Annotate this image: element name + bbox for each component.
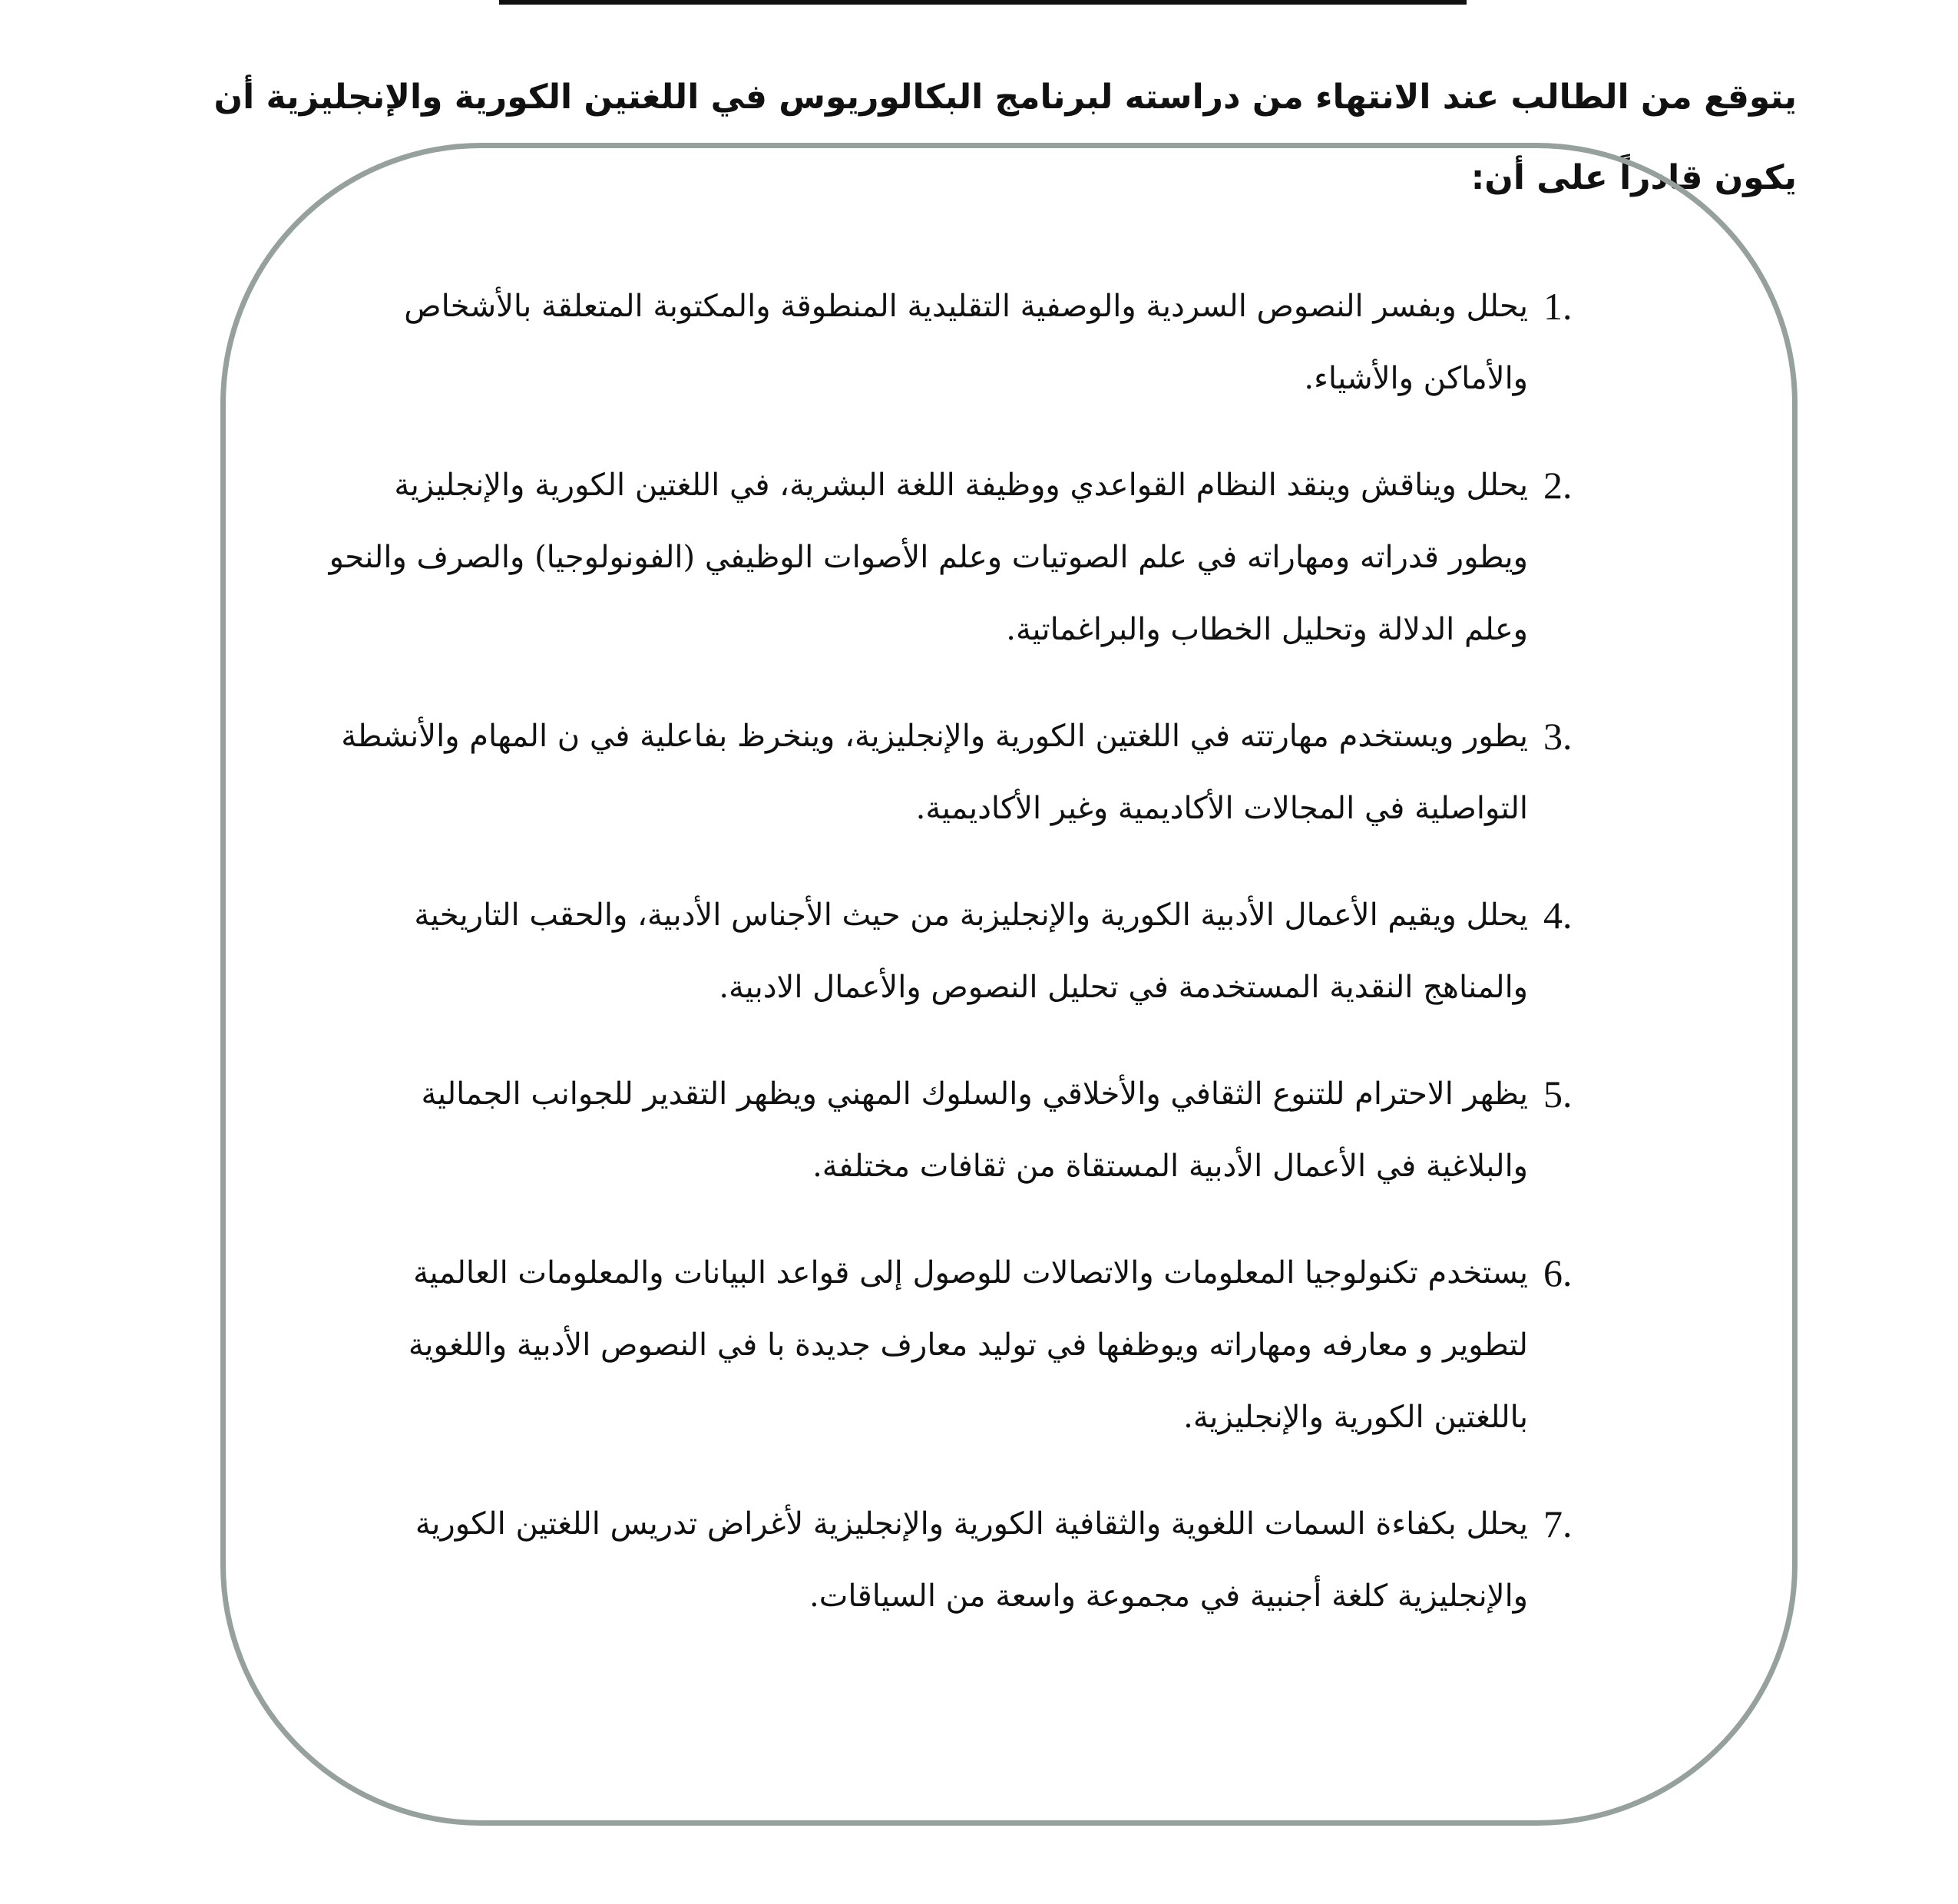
outcome-item <box>319 449 1601 666</box>
outcome-number: 4. <box>1543 894 1573 937</box>
outcome-text: يحلل ويقيم الأعمال الأدبية الكورية والإنجليزبة من حيث الأجناس الأدبية، والحقب التاريخية والمناهج النقدية المستخدمة في تحليل النصوص والأعمال الادبية. <box>414 897 1528 1005</box>
outcome-item <box>319 1237 1601 1453</box>
outcome-number: 1. <box>1543 285 1573 328</box>
outcome-number: 2. <box>1543 464 1573 507</box>
outcome-number: 7. <box>1543 1502 1573 1545</box>
outcome-text: يحلل ويناقش وينقد النظام القواعدي ووظيفة اللغة البشرية، في اللغتين الكورية والإنجليزية ويطور قدراته ومهاراته في علم الصوتيات وعلم الأصوات الوظيفي (الفونولوجيا) والصرف والنحو وعلم الدلالة وتحليل الخطاب والبراغماتية. <box>329 468 1528 647</box>
outcome-number: 3. <box>1543 715 1573 758</box>
outcome-text: يستخدم تكنولوجيا المعلومات والاتصالات للوصول إلى قواعد البيانات والمعلومات العالمية لتطوير و معارفه ومهاراته ويوظفها في توليد معارف جديدة با في النصوص الأدبية واللغوية باللغتين الكورية والإنجليزية. <box>408 1255 1528 1435</box>
outcome-text: يطور ويستخدم مهارتته في اللغتين الكورية والإنجليزية، وينخرظ بفاعلية في ن المهام والأنشطة التواصلية في المجالات الأكاديمية وغير الأكاديمية. <box>341 719 1528 826</box>
outcome-number: 5. <box>1543 1073 1573 1116</box>
outcome-item <box>319 1058 1601 1202</box>
intro-paragraph: يتوقع من الطالب عند الانتهاء من دراسته لبرنامج البكالوريوس في اللغتين الكورية والإنجليزية أن يكون قادراً على أن: <box>213 78 1797 197</box>
outcome-item <box>319 270 1601 415</box>
outcome-text: يحلل بكفاءة السمات اللغوية والثقافية الكورية والإنجليزية لأغراض تدريس اللغتين الكورية والإنجليزية كلغة أجنبية في مجموعة واسعة من السياقات. <box>415 1506 1528 1614</box>
outcome-item <box>319 879 1601 1023</box>
outcome-number: 6. <box>1543 1251 1573 1294</box>
outcome-item <box>319 700 1601 845</box>
outcome-item <box>319 1488 1601 1632</box>
learning-outcomes-list <box>319 270 1601 1667</box>
outcome-text: يحلل وبفسر النصوص السردية والوصفية التقليدية المنطوقة والمكتوبة المتعلقة بالأشخاص والأماكن والأشياء. <box>404 289 1528 396</box>
outcome-text: يظهر الاحترام للتنوع الثقافي والأخلاقي والسلوك المهني ويظهر التقدير للجوانب الجمالية والبلاغية في الأعمال الأدبية المستقاة من ثقافات مختلفة. <box>421 1076 1528 1184</box>
top-horizontal-rule <box>499 0 1467 5</box>
